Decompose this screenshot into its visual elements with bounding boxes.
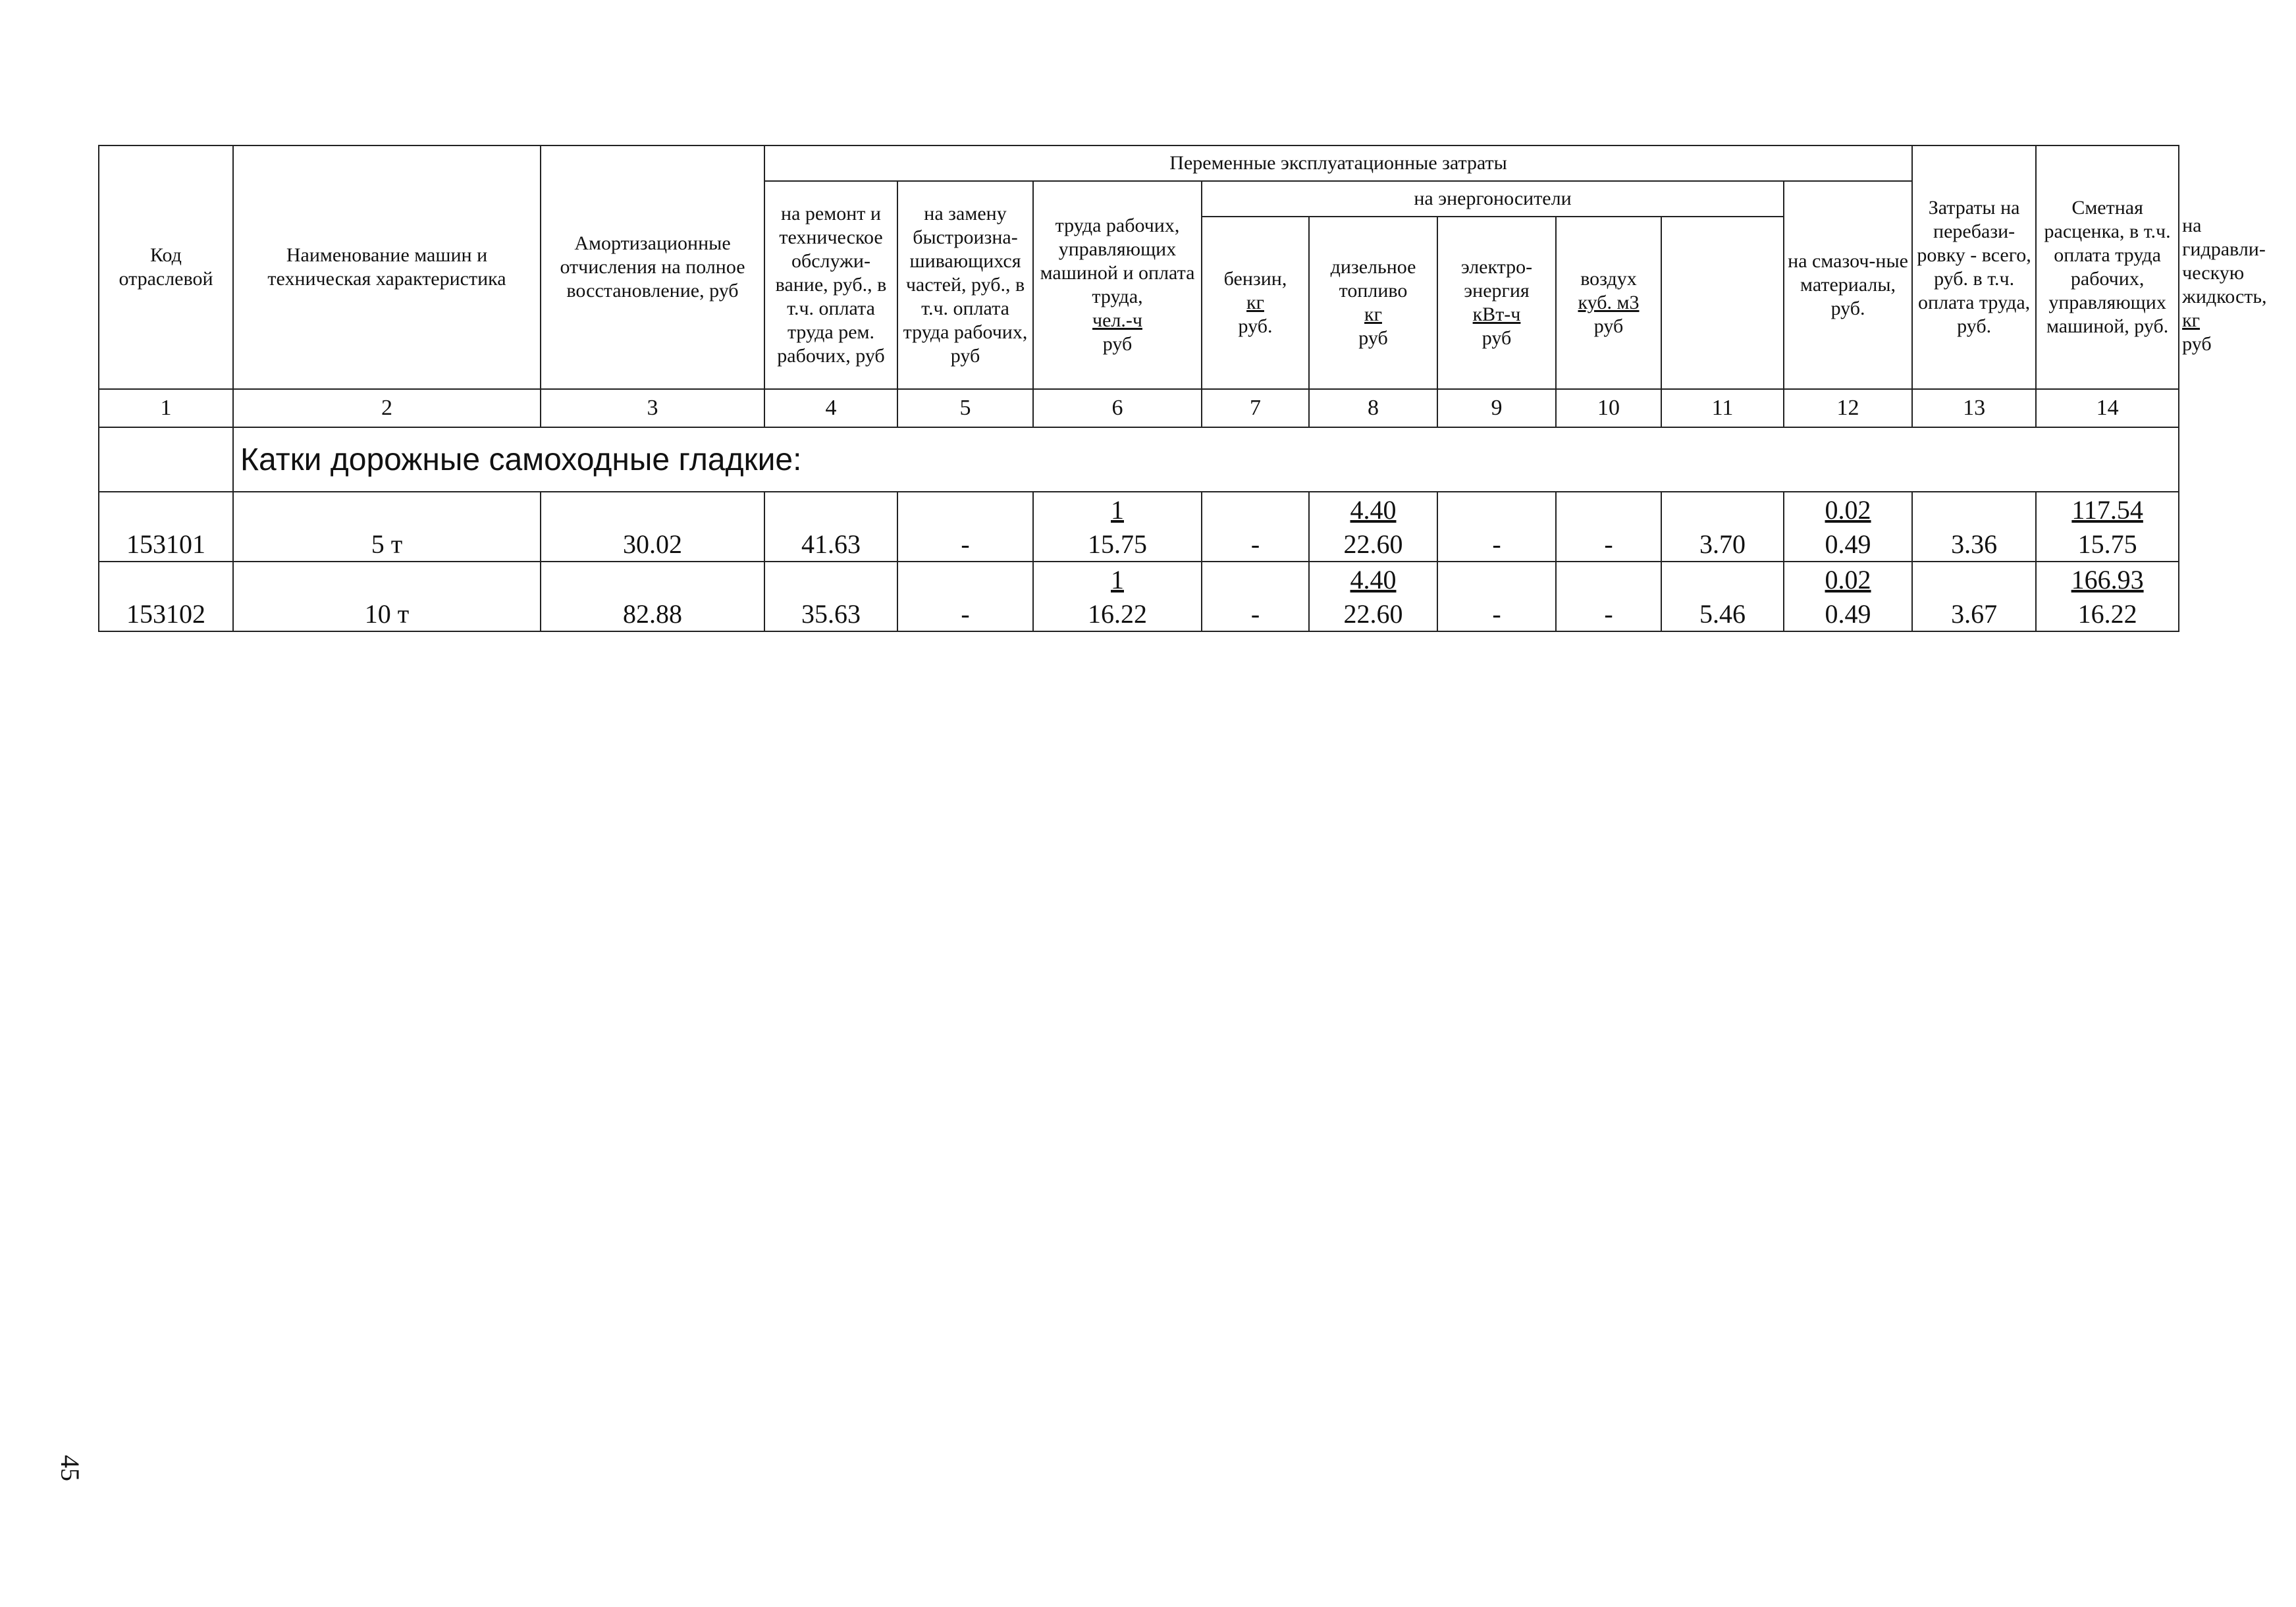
header-replace-parts: на замену быстроизна-шивающихся частей, руб., в т.ч. оплата труда рабочих, руб [897,181,1033,389]
estimate-total-cell [2036,562,2179,596]
estimate-labor-cell: 15.75 [2036,527,2179,562]
column-number: 10 [1556,389,1661,427]
header-repair: на ремонт и техническое обслужи-вание, руб., в т.ч. оплата труда рем. рабочих, руб [764,181,897,389]
section-row [99,427,2179,492]
header-labor-text: труда рабочих, управляющих машиной и оплата труда, [1040,215,1195,307]
labor-hours: 1 [1111,494,1124,525]
header-petrol-text: бензин, [1223,268,1287,290]
column-number: 13 [1912,389,2036,427]
diesel-kg: 4.40 [1350,494,1397,525]
diesel-kg-cell [1309,562,1437,596]
header-diesel-text: дизельное топливо [1330,256,1416,302]
header-electricity-unit: кВт-ч [1472,303,1521,325]
table-row-top [99,562,2179,596]
labor-cost-cell: 16.22 [1033,596,1202,631]
petrol-cell: - [1202,596,1309,631]
header-petrol-unit: кг [1246,292,1264,313]
replace-parts-cell: - [897,596,1033,631]
repair-cell: 35.63 [764,596,897,631]
header-code: Код отраслевой [99,145,233,389]
column-number: 14 [2036,389,2179,427]
air-cell: - [1556,527,1661,562]
header-energy: на энергоносители [1202,181,1784,217]
relocation-cell: 3.67 [1912,596,2036,631]
header-amortization: Амортизационные отчисления на полное восстановление, руб [541,145,764,389]
header-petrol-currency: руб. [1238,315,1273,337]
diesel-kg: 4.40 [1350,564,1397,594]
header-air-unit: куб. м3 [1578,292,1640,313]
estimate-total-cell [2036,492,2179,527]
labor-hours: 1 [1111,564,1124,594]
name-cell: 10 т [233,596,541,631]
column-number: 2 [233,389,541,427]
table-row [99,596,2179,631]
header-petrol [1202,217,1309,389]
column-number: 12 [1784,389,1912,427]
air-cell: - [1556,596,1661,631]
lubricants-cell: 5.46 [1661,596,1784,631]
hydraulic-kg: 0.02 [1825,494,1871,525]
amortization-cell: 30.02 [541,527,764,562]
header-diesel-currency: руб [1358,327,1388,349]
column-number: 6 [1033,389,1202,427]
diesel-kg-cell [1309,492,1437,527]
column-number: 5 [897,389,1033,427]
electricity-cell: - [1437,596,1556,631]
amortization-cell: 82.88 [541,596,764,631]
labor-hours-cell [1033,492,1202,527]
diesel-cost-cell: 22.60 [1309,596,1437,631]
section-title: Катки дорожные самоходные гладкие: [233,427,2179,492]
header-variable-costs: Переменные эксплуатационные затраты [764,145,1912,181]
column-number: 4 [764,389,897,427]
lubricants-cell: 3.70 [1661,527,1784,562]
electricity-cell: - [1437,527,1556,562]
hydraulic-cost-cell: 0.49 [1784,527,1912,562]
column-number: 1 [99,389,233,427]
column-number: 8 [1309,389,1437,427]
header-lubricants: на смазоч-ные материалы, руб. [1784,181,1912,389]
header-air-text: воздух [1580,268,1637,290]
repair-cell: 41.63 [764,527,897,562]
header-air-currency: руб [1593,315,1624,337]
labor-hours-cell [1033,562,1202,596]
relocation-cell: 3.36 [1912,527,2036,562]
header-relocation: Затраты на перебази-ровку - всего, руб. в т.ч. оплата труда, руб. [1912,145,2036,389]
petrol-cell: - [1202,527,1309,562]
hydraulic-kg-cell [1784,492,1912,527]
code-cell: 153102 [99,596,233,631]
hydraulic-cost-cell: 0.49 [1784,596,1912,631]
column-number: 11 [1661,389,1784,427]
estimate-total: 166.93 [2071,564,2144,594]
diesel-cost-cell: 22.60 [1309,527,1437,562]
header-electricity [1437,217,1556,389]
page-number: 45 [55,1455,85,1481]
header-diesel-unit: кг [1364,303,1382,325]
hydraulic-kg-cell [1784,562,1912,596]
column-number: 7 [1202,389,1309,427]
name-cell: 5 т [233,527,541,562]
estimate-labor-cell: 16.22 [2036,596,2179,631]
header-name: Наименование машин и техническая характеристика [233,145,541,389]
column-number: 9 [1437,389,1556,427]
header-electricity-currency: руб [1482,327,1512,349]
table-row [99,527,2179,562]
hydraulic-kg: 0.02 [1825,564,1871,594]
header-electricity-text: электро-энергия [1460,256,1533,302]
header-diesel [1309,217,1437,389]
header-estimate: Сметная расценка, в т.ч. оплата труда рабочих, управляющих машиной, руб. [2036,145,2179,389]
table-row-top [99,492,2179,527]
machine-rates-table: Код отраслевой Наименование машин и техническая характеристика Амортизационные отчисления на полное восстановление, руб Переменные эксплуатационные затраты Затраты на перебази-ровку - всего, руб. в т.ч. оплата труда, руб. Сметная расценка, в т.ч. оплата труда рабочих, управляющих машиной, руб. на ремонт и техническое обслужи-вание, руб., в т.ч. оплата труда рем. рабочих, руб на замену быстроизна-шивающихся частей, руб., в т.ч. оплата труда рабочих, руб труда рабочих, управляющих машиной и оплата труда, чел.-ч руб на энергоносители на смазоч-ные материалы, руб. на гидравли-ческую жидкость, кг руб бензин, кг руб. дизельное топливо кг руб электро-энергия кВт-ч руб воздух куб. м3 руб 1 2 3 4 5 6 7 8 9 10 11 12 13 14 Катки дорожные самоходные гладкие: 1 4.40 0.02 117.54 153101 5 т 30.02 41.63 - 15.75 - 22.60 - - 3.70 0.49 3.36 15.75 1 4.40 0.02 166.93 153102 10 т 82.88 35.63 - 16.22 - 22.60 - - 5.46 0.49 3.67 16.22 [98,145,2179,632]
labor-cost-cell: 15.75 [1033,527,1202,562]
header-labor-currency: руб [1102,333,1133,355]
estimate-total: 117.54 [2071,494,2143,525]
header-labor-unit: чел.-ч [1092,309,1142,331]
header-labor [1033,181,1202,389]
code-cell: 153101 [99,527,233,562]
column-number: 3 [541,389,764,427]
header-air [1556,217,1661,389]
replace-parts-cell: - [897,527,1033,562]
column-numbers-row [99,389,2179,427]
